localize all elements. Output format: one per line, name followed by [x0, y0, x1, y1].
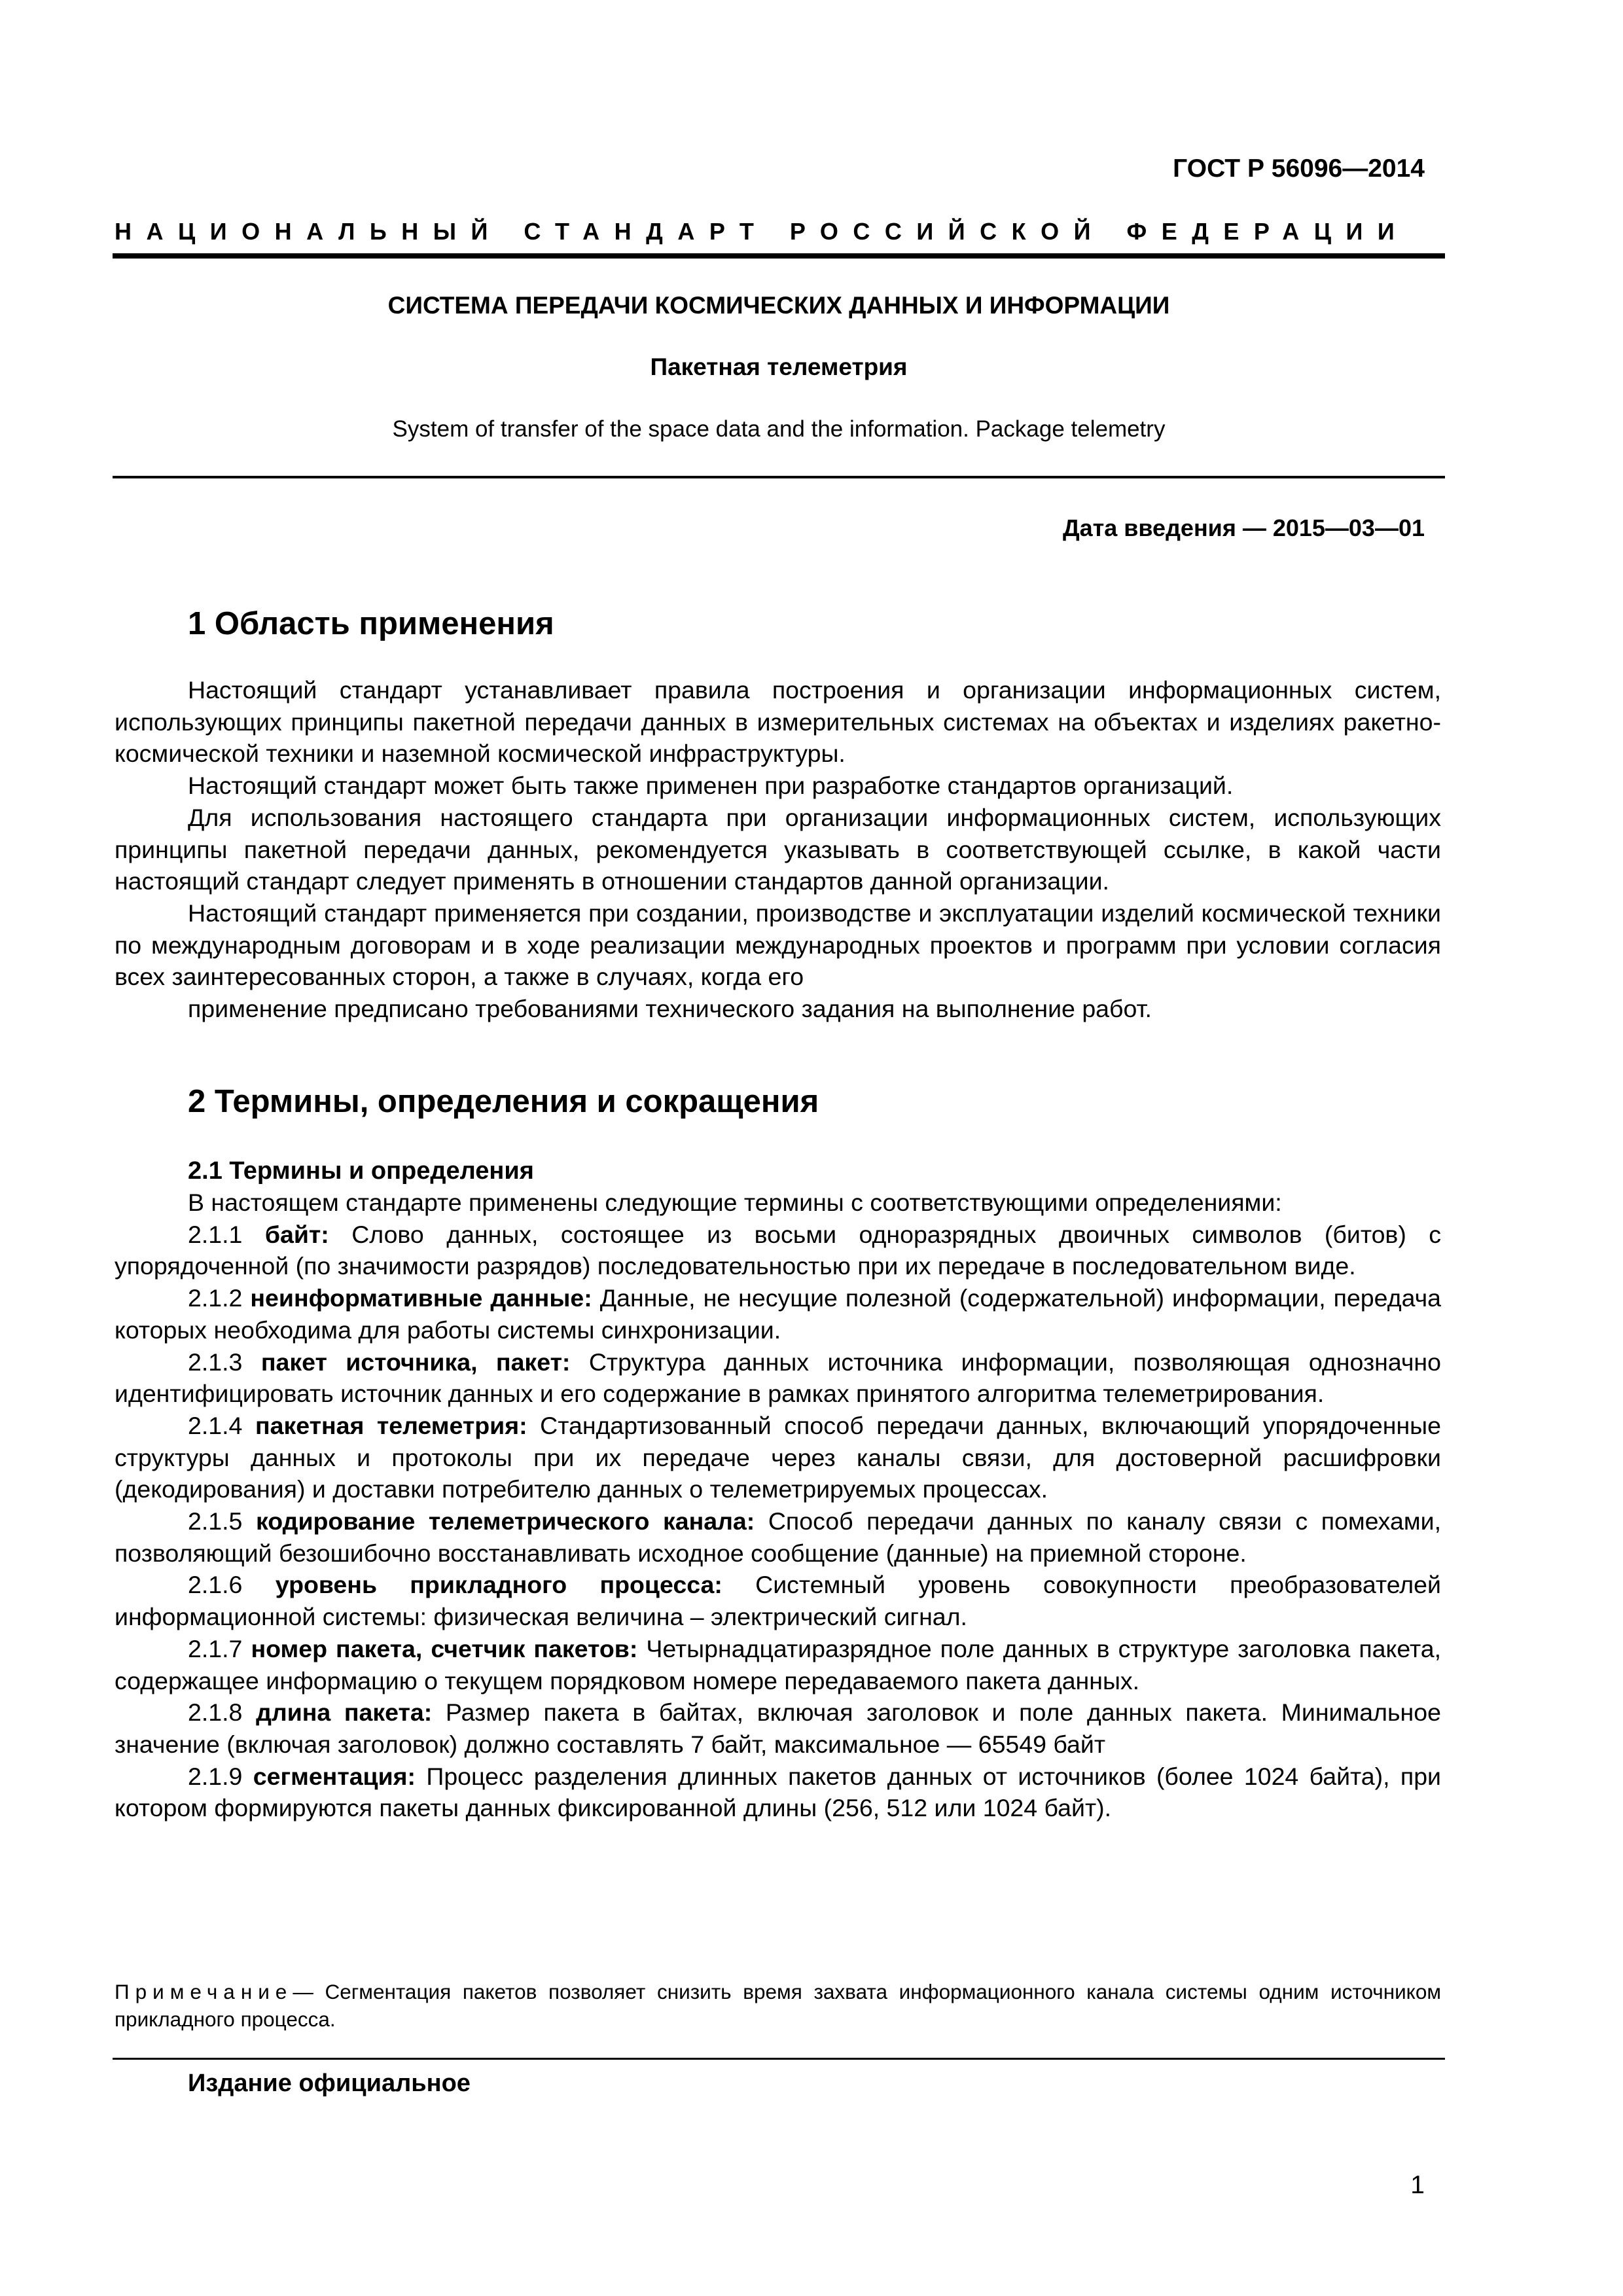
term-number: 2.1.3: [188, 1348, 243, 1376]
paragraph: применение предписано требованиями технического задания на выполнение работ.: [188, 995, 1152, 1023]
term-text: Данные, не несущие полезной (содержательной) информации, передача которых необходима для работы системы синхронизации.: [115, 1284, 1441, 1344]
term-text: Размер пакета в байтах, включая заголовок и поле данных пакета. Минимальное значение (включая заголовок) должно составлять 7 байт, максимальное — 65549 байт: [115, 1698, 1441, 1758]
national-standard-banner: НАЦИОНАЛЬНЫЙ СТАНДАРТ РОССИЙСКОЙ ФЕДЕРАЦИИ: [115, 218, 1410, 245]
header-divider: [113, 253, 1445, 259]
term-text: Четырнадцатиразрядное поле данных в структуре заголовка пакета, содержащее информацию о текущем порядковом номере передаваемого пакета данных.: [115, 1634, 1442, 1695]
term-definition: [115, 1282, 1441, 1346]
paragraph: Настоящий стандарт устанавливает правила построения и организации информационных систем, использующих принципы пакетной передачи данных в измерительных системах на объектах и изделиях ракетно-космической техники и наземной космической инфраструктуры.: [115, 676, 1441, 768]
term-text: Способ передачи данных по каналу связи с помехами, позволяющий безошибочно восстанавливать исходное сообщение (данные) на приемной стороне.: [115, 1507, 1442, 1567]
term-definition: [115, 1761, 1441, 1824]
term-number: 2.1.2: [188, 1284, 243, 1312]
term-name: кодирование телеметрического канала:: [255, 1507, 755, 1535]
term-name: байт:: [264, 1220, 329, 1248]
term-text: Стандартизованный способ передачи данных, включающий упорядоченные структуры данных и протоколы при их передаче через каналы связи, для достоверной расшифровки (декодирования) и доставки потребителю данных о телеметрируемых процессах.: [115, 1411, 1441, 1503]
term-name: уровень прикладного процесса:: [275, 1571, 722, 1599]
term-text: Системный уровень совокупности преобразователей информационной системы: физическая величина – электрический сигнал.: [115, 1571, 1441, 1631]
term-number: 2.1.5: [188, 1507, 243, 1535]
section-2-heading: 2 Термины, определения и сокращения: [188, 1084, 819, 1119]
term-number: 2.1.8: [188, 1698, 243, 1727]
term-text: Структура данных источника информации, позволяющая однозначно идентифицировать источник данных и его содержание в рамках принятого алгоритма телеметрирования.: [115, 1348, 1441, 1408]
term-text: Процесс разделения длинных пакетов данных от источников (более 1024 байта), при котором формируются пакеты данных фиксированной длины (256, 512 или 1024 байт).: [115, 1762, 1442, 1822]
term-number: 2.1.6: [188, 1571, 243, 1599]
terms-intro: В настоящем стандарте применены следующие термины с соответствующими определениями:: [188, 1189, 1282, 1216]
term-name: неинформативные данные:: [250, 1284, 592, 1312]
term-number: 2.1.9: [188, 1762, 243, 1790]
term-name: длина пакета:: [256, 1698, 433, 1727]
term-definition: [115, 1569, 1441, 1632]
title-divider: [113, 476, 1445, 478]
note-text: — Сегментация пакетов позволяет снизить время захвата информационного канала системы одним источником прикладного процесса.: [115, 1980, 1441, 2031]
term-definition: [115, 1633, 1441, 1696]
term-name: пакетная телеметрия:: [255, 1411, 527, 1439]
note: [115, 1978, 1441, 2033]
term-number: 2.1.4: [188, 1411, 243, 1439]
term-number: 2.1.1: [188, 1220, 243, 1248]
page-number: 1: [1410, 2171, 1425, 2199]
term-number: 2.1.7: [188, 1634, 243, 1662]
term-name: номер пакета, счетчик пакетов:: [251, 1634, 638, 1662]
term-definition: [115, 1410, 1441, 1505]
term-definition: [115, 1696, 1441, 1760]
section-2-body: [115, 1187, 1441, 1824]
term-definition: [115, 1219, 1441, 1282]
term-name: пакет источника, пакет:: [260, 1348, 571, 1376]
paragraph: Для использования настоящего стандарта при организации информационных систем, использующих принципы пакетной передачи данных, рекомендуется указывать в соответствующей ссылке, в какой части настоящий стандарт следует применять в отношении стандартов данной организации.: [115, 803, 1441, 895]
term-name: сегментация:: [253, 1762, 416, 1790]
section-1-body: [115, 674, 1441, 1025]
subsection-2-1-heading: 2.1 Термины и определения: [188, 1157, 534, 1185]
term-definition: [115, 1505, 1441, 1569]
section-1-heading: 1 Область применения: [188, 606, 554, 641]
term-text: Слово данных, состоящее из восьми одноразрядных двоичных символов (битов) с упорядоченной (по значимости разрядов) последовательностью при их передаче в последовательном виде.: [115, 1220, 1442, 1280]
term-definition: [115, 1346, 1441, 1410]
gost-number: ГОСТ Р 56096—2014: [1173, 154, 1425, 183]
standard-title: СИСТЕМА ПЕРЕДАЧИ КОСМИЧЕСКИХ ДАННЫХ И ИНФОРМАЦИИ: [387, 292, 1170, 319]
standard-subtitle: Пакетная телеметрия: [650, 353, 908, 380]
paragraph: Настоящий стандарт применяется при создании, производстве и эксплуатации изделий космической техники по международным договорам и в ходе реализации международных проектов и программ при условии согласия всех заинтересованных сторон, а также в случаях, когда его: [115, 899, 1441, 991]
english-title: System of transfer of the space data and the information. Package telemetry: [392, 416, 1166, 442]
footer-divider: [113, 2058, 1445, 2060]
paragraph: Настоящий стандарт может быть также применен при разработке стандартов организаций.: [188, 772, 1234, 800]
introduction-date: Дата введения — 2015—03—01: [1062, 514, 1425, 541]
official-edition-label: Издание официальное: [188, 2070, 471, 2097]
note-label: Примечание: [115, 1980, 293, 2003]
